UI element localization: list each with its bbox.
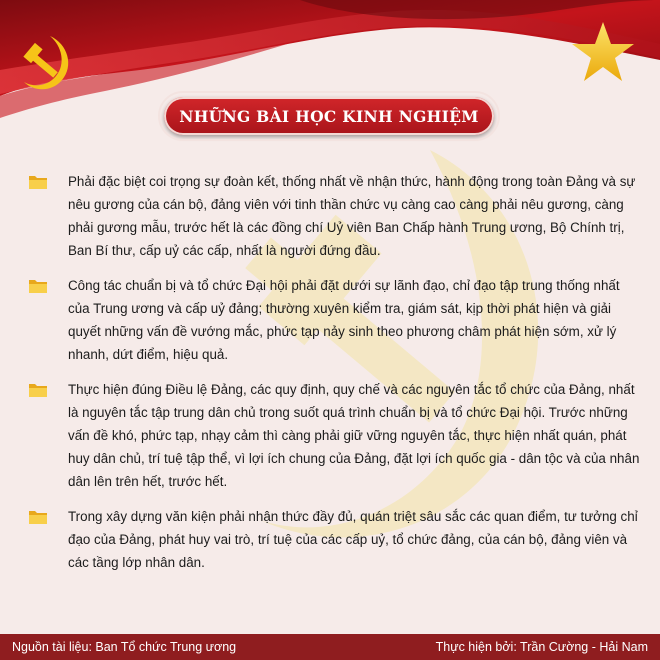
title-banner (164, 97, 494, 135)
list-item-text: Trong xây dựng văn kiện phải nhận thức đầy đủ, quán triệt sâu sắc các quan điểm, tư tưởng chỉ đạo của Đảng, phát huy vai trò, trí tuệ của các cấp uỷ, tổ chức đảng, của cán bộ, đảng viên và các tầng lớp nhân dân. (68, 509, 638, 570)
page-title: NHỮNG BÀI HỌC KINH NGHIỆM (179, 106, 479, 126)
list-item-text: Thực hiện đúng Điều lệ Đảng, các quy định, quy chế và các nguyên tắc tổ chức của Đảng, nhất là nguyên tắc tập trung dân chủ trong suốt quá trình chuẩn bị và tổ chức Đại hội. Trước những vấn đề khó, phức tạp, nhạy cảm thì càng phải giữ vững nguyên tắc, thực hiện nhất quán, phát huy dân chủ, trí tuệ tập thể, vì lợi ích chung của Đảng, đặt lợi ích quốc gia - dân tộc và của nhân dân lên trên hết, trước hết. (68, 382, 640, 489)
list-item (28, 274, 640, 366)
author-credit: Thực hiện bởi: Trần Cường - Hải Nam (435, 640, 648, 654)
list-item-text: Công tác chuẩn bị và tổ chức Đại hội phải đặt dưới sự lãnh đạo, chỉ đạo tập trung thống nhất của Trung ương và cấp uỷ đảng; thường xuyên kiểm tra, giám sát, kịp thời phát hiện và giải quyết những vấn đề vướng mắc, phức tạp nảy sinh theo phương châm phát hiện sớm, xử lý nhanh, dứt điểm, hiệu quả. (68, 278, 620, 362)
list-item (28, 505, 640, 574)
lessons-list (28, 170, 640, 586)
folder-icon (28, 509, 48, 525)
folder-icon (28, 382, 48, 398)
folder-icon (28, 174, 48, 190)
list-item (28, 170, 640, 262)
star-icon (570, 20, 636, 84)
source-credit: Nguồn tài liệu: Ban Tổ chức Trung ương (12, 640, 237, 654)
list-item-text: Phải đặc biệt coi trọng sự đoàn kết, thống nhất về nhận thức, hành động trong toàn Đảng và sự nêu gương của cán bộ, đảng viên với tinh thần chức vụ càng cao càng phải nêu gương, càng phải gương mẫu, trước hết là các đồng chí Uỷ viên Ban Chấp hành Trung ương, Bộ Chính trị, Ban Bí thư, cấp uỷ các cấp, nhất là người đứng đầu. (68, 174, 636, 258)
list-item (28, 378, 640, 493)
folder-icon (28, 278, 48, 294)
hammer-sickle-icon (14, 30, 78, 94)
footer-bar (0, 634, 660, 660)
